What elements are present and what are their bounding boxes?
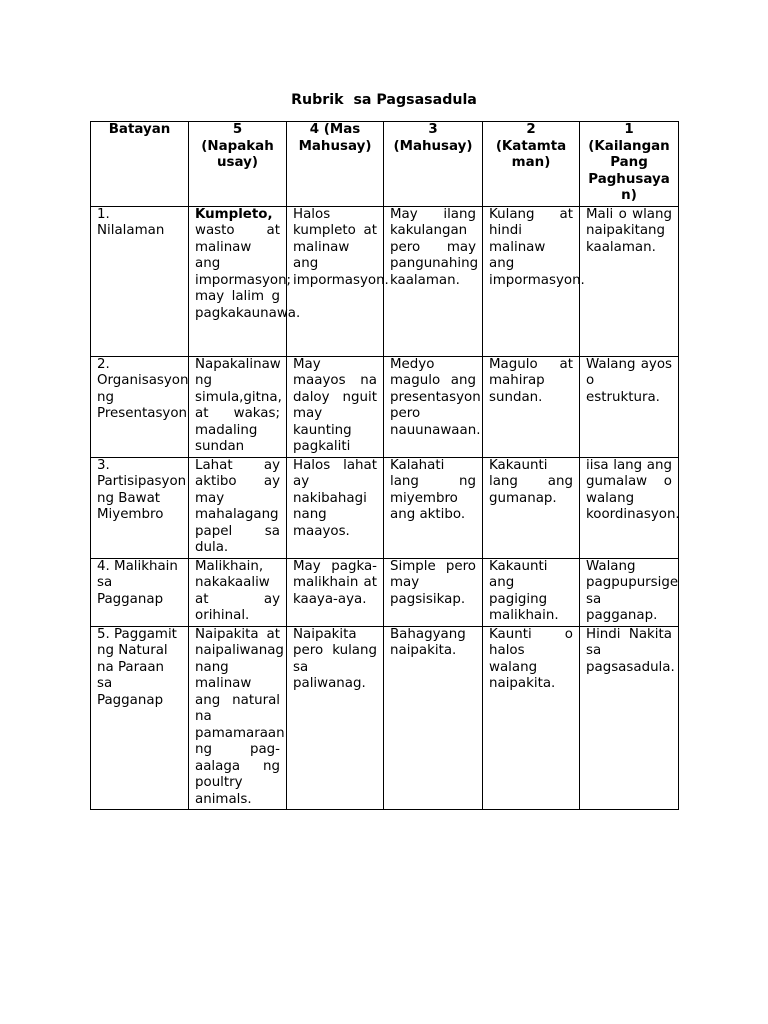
score-3-cell: Medyo magulo ang presentasyon pero nauunawaan. [384,356,483,457]
score-1-cell: Hindi Nakita sa pagsasadula. [580,626,679,810]
criterion-cell: 3. Partisipasyon ng Bawat Miyembro [91,457,189,558]
header-score-5: 5 (Napakah usay) [189,122,287,207]
header-row [91,122,679,207]
score-3-cell: Kalahati lang ng miyembro ang aktibo. [384,457,483,558]
score-2-cell: Kulang at hindi malinaw ang impormasyon. [483,206,580,356]
table-row [91,626,679,810]
score-2-cell: Kakaunti lang ang gumanap. [483,457,580,558]
criterion-cell: 1. Nilalaman [91,206,189,356]
score-4-cell: Halos lahat ay nakibahagi nang maayos. [287,457,384,558]
score-1-cell: Mali o wlang naipakitang kaalaman. [580,206,679,356]
score-2-cell: Kakaunti ang pagiging malikhain. [483,558,580,626]
score-1-cell: Walang pagpupursige sa pagganap. [580,558,679,626]
table-row [91,558,679,626]
score-2-cell: Kaunti o halos walang naipakita. [483,626,580,810]
score-4-cell: Halos kumpleto at malinaw ang impormasyon. [287,206,384,356]
criterion-cell: 2. Organisasyon ng Presentasyon [91,356,189,457]
document-title: Rubrik sa Pagsasadula [291,92,477,108]
score-5-cell: Lahat ay aktibo ay may mahalagang papel sa dula. [189,457,287,558]
header-batayan: Batayan [91,122,189,207]
score-3-cell: May ilang kakulangan pero may pangunahing kaalaman. [384,206,483,356]
header-score-4: 4 (Mas Mahusay) [287,122,384,207]
score-4-cell: Naipakita pero kulang sa paliwanag. [287,626,384,810]
score-5-cell: Napakalinaw ng simula,gitna, at wakas; madaling sundan [189,356,287,457]
criterion-cell: 5. Paggamit ng Natural na Paraan sa Pagganap [91,626,189,810]
score-3-cell: Bahagyang naipakita. [384,626,483,810]
score-4-cell: May maayos na daloy nguit may kaunting pagkaliti [287,356,384,457]
header-score-3: 3 (Mahusay) [384,122,483,207]
criterion-cell: 4. Malikhain sa Pagganap [91,558,189,626]
score-3-cell: Simple pero may pagsisikap. [384,558,483,626]
score-1-cell: Walang ayos o estruktura. [580,356,679,457]
score-4-cell: May pagka-malikhain at kaaya-aya. [287,558,384,626]
table-row [91,356,679,457]
header-score-2: 2 (Katamta man) [483,122,580,207]
table-row [91,457,679,558]
score-5-cell [189,206,301,356]
score-5-cell: Naipakita at naipaliwanag nang malinaw ang natural na pamamaraan ng pag-aalaga ng poultry animals. [189,626,287,810]
score-2-cell: Magulo at mahirap sundan. [483,356,580,457]
score-5-cell: Malikhain, nakakaaliw at ay orihinal. [189,558,287,626]
cell-text: wasto at malinaw ang impormasyon; may lalim g pagkakaunawa. [195,223,301,321]
rubric-table [90,121,679,810]
score-1-cell: iisa lang ang gumalaw o walang koordinasyon. [580,457,679,558]
emphasis-text: Kumpleto, [195,206,273,222]
header-score-1: 1 (Kailangan Pang Paghusaya n) [580,122,679,207]
table-row [91,206,679,356]
